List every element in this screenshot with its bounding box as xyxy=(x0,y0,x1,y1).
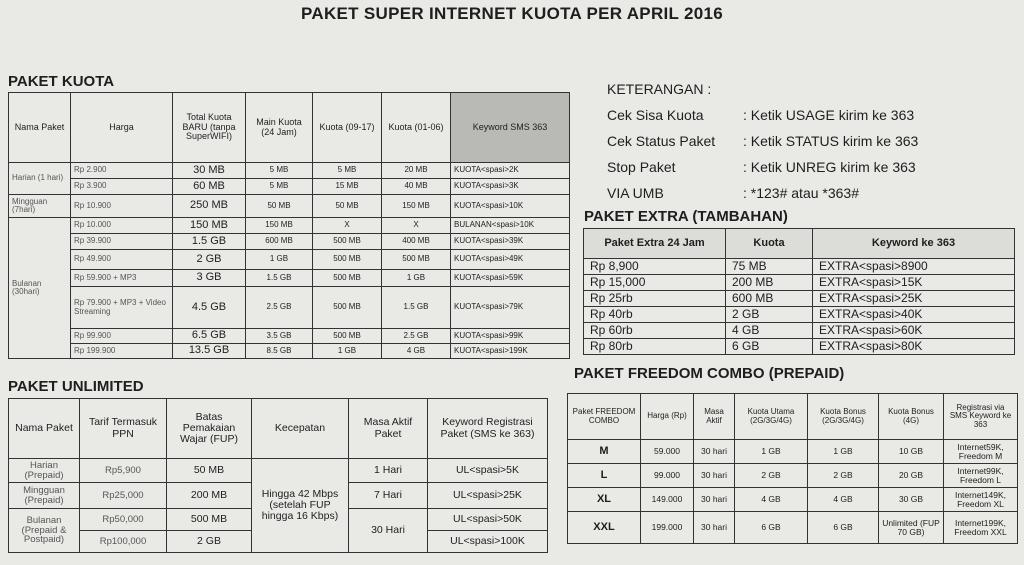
freedom-price: 149.000 xyxy=(641,488,694,512)
freedom-header-bonus: Kuota Bonus (2G/3G/4G) xyxy=(808,394,879,440)
kuota-main: 5 MB xyxy=(246,163,313,179)
kuota-price: Rp 59.900 + MP3 xyxy=(71,270,173,287)
freedom-bonus: 2 GB xyxy=(808,464,879,488)
freedom-header-package: Paket FREEDOM COMBO xyxy=(568,394,641,440)
kuota-total: 250 MB xyxy=(173,195,246,218)
extra-price: Rp 40rb xyxy=(584,307,726,323)
keterangan-label: Stop Paket xyxy=(607,159,676,175)
keterangan-label: Cek Sisa Kuota xyxy=(607,107,704,123)
kuota-night: X xyxy=(382,218,451,234)
keterangan-item xyxy=(607,128,918,154)
section-extra-heading: PAKET EXTRA (TAMBAHAN) xyxy=(584,208,788,225)
kuota-night: 400 MB xyxy=(382,234,451,250)
kuota-header-day: Kuota (09-17) xyxy=(313,93,382,163)
freedom-bonus4g: 20 GB xyxy=(879,464,944,488)
kuota-price: Rp 49.900 xyxy=(71,250,173,270)
section-unlimited-heading: PAKET UNLIMITED xyxy=(8,378,144,395)
kuota-total: 13.5 GB xyxy=(173,344,246,359)
freedom-price: 199.000 xyxy=(641,512,694,544)
kuota-day: X xyxy=(313,218,382,234)
unlimited-name: Mingguan (Prepaid) xyxy=(9,483,80,509)
kuota-main: 5 MB xyxy=(246,179,313,195)
keterangan-heading: KETERANGAN : xyxy=(607,81,712,97)
unlimited-name: Bulanan (Prepaid & Postpaid) xyxy=(9,509,80,553)
kuota-day: 50 MB xyxy=(313,195,382,218)
extra-price: Rp 15,000 xyxy=(584,275,726,291)
kuota-day: 500 MB xyxy=(313,329,382,344)
kuota-keyword: KUOTA<spasi>199K xyxy=(451,344,570,359)
kuota-day: 500 MB xyxy=(313,270,382,287)
freedom-bonus: 1 GB xyxy=(808,440,879,464)
kuota-keyword: KUOTA<spasi>2K xyxy=(451,163,570,179)
freedom-bonus: 4 GB xyxy=(808,488,879,512)
kuota-keyword: KUOTA<spasi>59K xyxy=(451,270,570,287)
unlimited-header-name: Nama Paket xyxy=(9,399,80,459)
keterangan-text: : Ketik STATUS kirim ke 363 xyxy=(743,133,919,149)
freedom-package: XL xyxy=(568,488,641,512)
kuota-night: 40 MB xyxy=(382,179,451,195)
kuota-total: 150 MB xyxy=(173,218,246,234)
unlimited-header-tarif: Tarif Termasuk PPN xyxy=(80,399,167,459)
freedom-header-bonus4g: Kuota Bonus (4G) xyxy=(879,394,944,440)
extra-kuota: 75 MB xyxy=(726,259,813,275)
kuota-price: Rp 79.900 + MP3 + Video Streaming xyxy=(71,287,173,329)
extra-keyword: EXTRA<spasi>80K xyxy=(813,339,1015,355)
section-freedom-heading: PAKET FREEDOM COMBO (PREPAID) xyxy=(574,365,845,382)
freedom-package: XXL xyxy=(568,512,641,544)
freedom-masa: 30 hari xyxy=(694,488,735,512)
freedom-masa: 30 hari xyxy=(694,464,735,488)
kuota-day: 5 MB xyxy=(313,163,382,179)
freedom-bonus4g: 10 GB xyxy=(879,440,944,464)
extra-price: Rp 80rb xyxy=(584,339,726,355)
kuota-price: Rp 10.900 xyxy=(71,195,173,218)
unlimited-keyword: UL<spasi>50K xyxy=(428,509,548,531)
unlimited-table xyxy=(8,398,548,553)
kuota-header-keyword: Keyword SMS 363 xyxy=(451,93,570,163)
keterangan-item xyxy=(607,154,918,180)
kuota-keyword: KUOTA<spasi>39K xyxy=(451,234,570,250)
kuota-main: 8.5 GB xyxy=(246,344,313,359)
freedom-masa: 30 hari xyxy=(694,440,735,464)
keterangan-item xyxy=(607,102,918,128)
unlimited-tarif: Rp5,900 xyxy=(80,459,167,483)
kuota-main: 50 MB xyxy=(246,195,313,218)
freedom-keyword: Internet99K, Freedom L xyxy=(944,464,1018,488)
kuota-day: 500 MB xyxy=(313,287,382,329)
freedom-utama: 6 GB xyxy=(735,512,808,544)
freedom-utama: 2 GB xyxy=(735,464,808,488)
kuota-night: 2.5 GB xyxy=(382,329,451,344)
unlimited-keyword: UL<spasi>25K xyxy=(428,483,548,509)
unlimited-fup: 500 MB xyxy=(167,509,252,531)
kuota-total: 6.5 GB xyxy=(173,329,246,344)
unlimited-keyword: UL<spasi>5K xyxy=(428,459,548,483)
extra-header-package: Paket Extra 24 Jam xyxy=(584,229,726,259)
kuota-main: 1.5 GB xyxy=(246,270,313,287)
kuota-keyword: KUOTA<spasi>3K xyxy=(451,179,570,195)
kuota-main: 150 MB xyxy=(246,218,313,234)
unlimited-tarif: Rp50,000 xyxy=(80,509,167,531)
keterangan-label: Cek Status Paket xyxy=(607,133,716,149)
kuota-night: 20 MB xyxy=(382,163,451,179)
section-kuota-heading: PAKET KUOTA xyxy=(8,73,115,90)
extra-kuota: 600 MB xyxy=(726,291,813,307)
unlimited-header-masa: Masa Aktif Paket xyxy=(349,399,428,459)
kuota-price: Rp 3.900 xyxy=(71,179,173,195)
extra-keyword: EXTRA<spasi>40K xyxy=(813,307,1015,323)
kuota-total: 2 GB xyxy=(173,250,246,270)
kuota-price: Rp 39.900 xyxy=(71,234,173,250)
extra-kuota: 200 MB xyxy=(726,275,813,291)
unlimited-fup: 200 MB xyxy=(167,483,252,509)
freedom-package: M xyxy=(568,440,641,464)
unlimited-tarif: Rp100,000 xyxy=(80,531,167,553)
kuota-night: 1 GB xyxy=(382,270,451,287)
kuota-main: 600 MB xyxy=(246,234,313,250)
kuota-header-night: Kuota (01-06) xyxy=(382,93,451,163)
unlimited-fup: 2 GB xyxy=(167,531,252,553)
unlimited-keyword: UL<spasi>100K xyxy=(428,531,548,553)
freedom-bonus4g: Unlimited (FUP 70 GB) xyxy=(879,512,944,544)
kuota-keyword: BULANAN<spasi>10K xyxy=(451,218,570,234)
freedom-utama: 4 GB xyxy=(735,488,808,512)
unlimited-tarif: Rp25,000 xyxy=(80,483,167,509)
kuota-total: 60 MB xyxy=(173,179,246,195)
keterangan-text: : Ketik USAGE kirim ke 363 xyxy=(743,107,915,123)
kuota-night: 150 MB xyxy=(382,195,451,218)
unlimited-name: Harian (Prepaid) xyxy=(9,459,80,483)
kuota-day: 500 MB xyxy=(313,234,382,250)
freedom-header-price: Harga (Rp) xyxy=(641,394,694,440)
extra-keyword: EXTRA<spasi>60K xyxy=(813,323,1015,339)
extra-header-keyword: Keyword ke 363 xyxy=(813,229,1015,259)
kuota-total: 3 GB xyxy=(173,270,246,287)
kuota-main: 1 GB xyxy=(246,250,313,270)
freedom-price: 59.000 xyxy=(641,440,694,464)
kuota-group-mingguan: Mingguan (7hari) xyxy=(9,195,71,218)
unlimited-masa: 7 Hari xyxy=(349,483,428,509)
kuota-header-main: Main Kuota (24 Jam) xyxy=(246,93,313,163)
kuota-price: Rp 10.000 xyxy=(71,218,173,234)
unlimited-masa: 30 Hari xyxy=(349,509,428,553)
kuota-night: 1.5 GB xyxy=(382,287,451,329)
kuota-total: 30 MB xyxy=(173,163,246,179)
kuota-price: Rp 2.900 xyxy=(71,163,173,179)
freedom-keyword: Internet149K, Freedom XL xyxy=(944,488,1018,512)
extra-price: Rp 25rb xyxy=(584,291,726,307)
kuota-total: 4.5 GB xyxy=(173,287,246,329)
page-title: PAKET SUPER INTERNET KUOTA PER APRIL 2016 xyxy=(301,4,723,23)
kuota-day: 1 GB xyxy=(313,344,382,359)
extra-kuota: 6 GB xyxy=(726,339,813,355)
keterangan-label: VIA UMB xyxy=(607,185,664,201)
keterangan-block xyxy=(607,76,918,206)
kuota-night: 500 MB xyxy=(382,250,451,270)
kuota-table xyxy=(8,92,570,359)
kuota-keyword: KUOTA<spasi>49K xyxy=(451,250,570,270)
keterangan-text: : *123# atau *363# xyxy=(743,185,859,201)
kuota-main: 3.5 GB xyxy=(246,329,313,344)
kuota-header-name: Nama Paket xyxy=(9,93,71,163)
kuota-night: 4 GB xyxy=(382,344,451,359)
kuota-day: 15 MB xyxy=(313,179,382,195)
unlimited-header-speed: Kecepatan xyxy=(252,399,349,459)
freedom-masa: 30 hari xyxy=(694,512,735,544)
freedom-bonus4g: 30 GB xyxy=(879,488,944,512)
kuota-main: 2.5 GB xyxy=(246,287,313,329)
freedom-header-keyword: Registrasi via SMS Keyword ke 363 xyxy=(944,394,1018,440)
kuota-group-harian: Harian (1 hari) xyxy=(9,163,71,195)
unlimited-header-fup: Batas Pemakaian Wajar (FUP) xyxy=(167,399,252,459)
freedom-keyword: Internet199K, Freedom XXL xyxy=(944,512,1018,544)
unlimited-fup: 50 MB xyxy=(167,459,252,483)
extra-keyword: EXTRA<spasi>25K xyxy=(813,291,1015,307)
extra-keyword: EXTRA<spasi>8900 xyxy=(813,259,1015,275)
unlimited-header-keyword: Keyword Registrasi Paket (SMS ke 363) xyxy=(428,399,548,459)
extra-header-kuota: Kuota xyxy=(726,229,813,259)
unlimited-masa: 1 Hari xyxy=(349,459,428,483)
freedom-package: L xyxy=(568,464,641,488)
freedom-price: 99.000 xyxy=(641,464,694,488)
keterangan-item xyxy=(607,180,918,206)
extra-price: Rp 8,900 xyxy=(584,259,726,275)
kuota-keyword: KUOTA<spasi>79K xyxy=(451,287,570,329)
kuota-price: Rp 199.900 xyxy=(71,344,173,359)
unlimited-speed: Hingga 42 Mbps (setelah FUP hingga 16 Kbps) xyxy=(252,459,349,553)
kuota-header-total: Total Kuota BARU (tanpa SuperWIFI) xyxy=(173,93,246,163)
freedom-table xyxy=(567,393,1018,544)
extra-kuota: 2 GB xyxy=(726,307,813,323)
freedom-keyword: Internet59K, Freedom M xyxy=(944,440,1018,464)
extra-kuota: 4 GB xyxy=(726,323,813,339)
extra-table xyxy=(583,228,1015,355)
kuota-keyword: KUOTA<spasi>10K xyxy=(451,195,570,218)
keterangan-text: : Ketik UNREG kirim ke 363 xyxy=(743,159,916,175)
kuota-group-bulanan: Bulanan (30hari) xyxy=(9,218,71,359)
kuota-total: 1.5 GB xyxy=(173,234,246,250)
freedom-header-utama: Kuota Utama (2G/3G/4G) xyxy=(735,394,808,440)
kuota-price: Rp 99.900 xyxy=(71,329,173,344)
extra-keyword: EXTRA<spasi>15K xyxy=(813,275,1015,291)
freedom-utama: 1 GB xyxy=(735,440,808,464)
kuota-day: 500 MB xyxy=(313,250,382,270)
extra-price: Rp 60rb xyxy=(584,323,726,339)
freedom-bonus: 6 GB xyxy=(808,512,879,544)
kuota-header-price: Harga xyxy=(71,93,173,163)
freedom-header-masa: Masa Aktif xyxy=(694,394,735,440)
kuota-keyword: KUOTA<spasi>99K xyxy=(451,329,570,344)
